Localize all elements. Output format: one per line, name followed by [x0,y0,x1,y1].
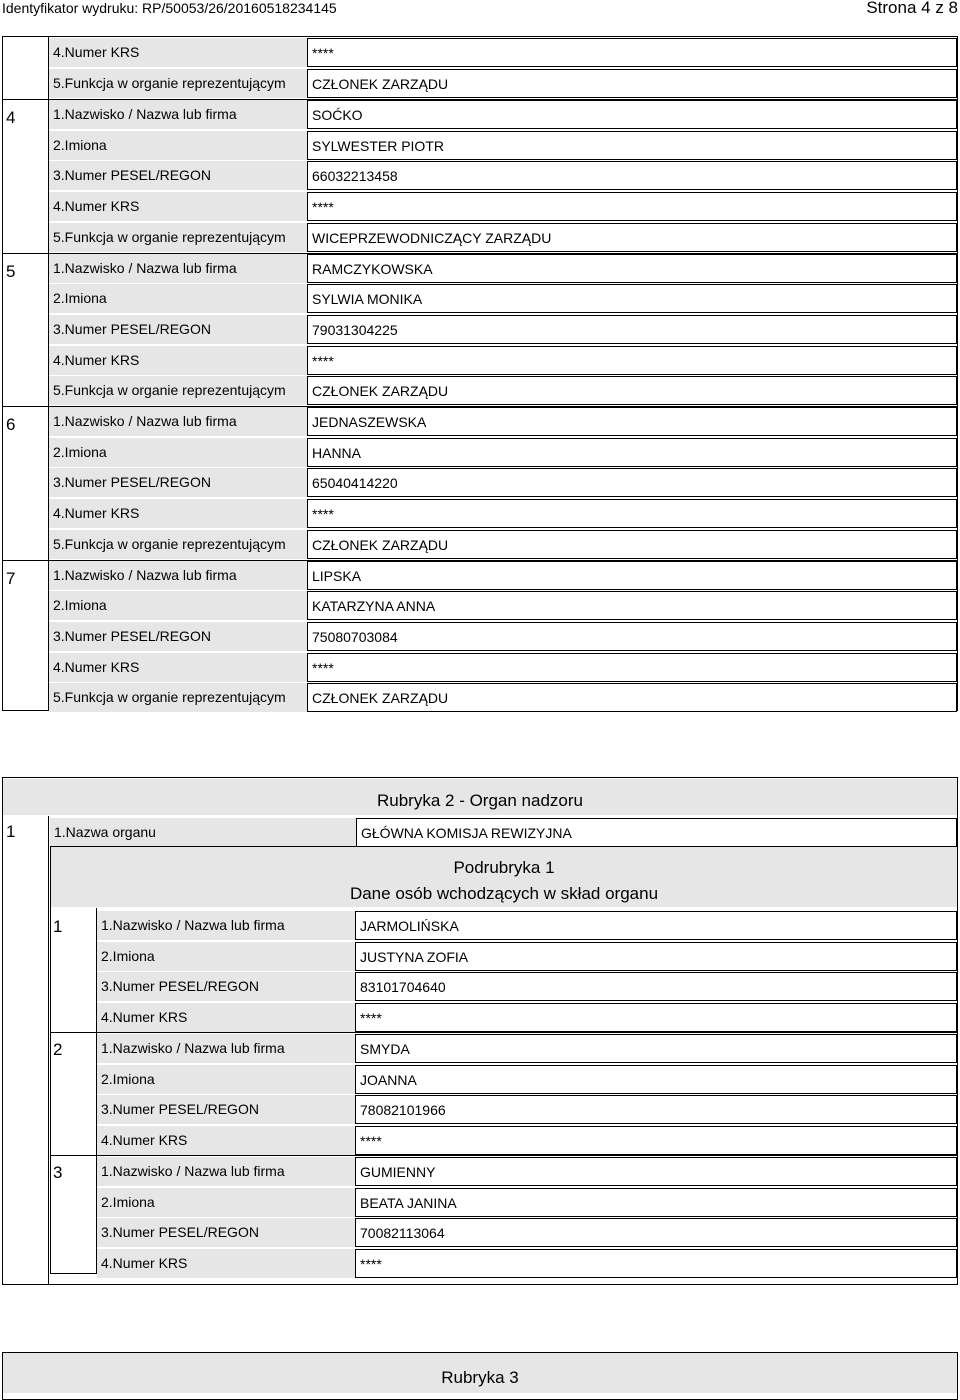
member-separator [51,1032,957,1033]
field-label: 4.Numer KRS [97,1126,355,1155]
field-label: 2.Imiona [49,438,307,467]
field-value: HANNA [307,438,957,467]
field-value: CZŁONEK ZARZĄDU [307,376,957,405]
page-header [0,0,960,16]
field-value: RAMCZYKOWSKA [307,254,957,283]
rubryka-3-title: Rubryka 3 [441,1368,519,1387]
rubryka-3-header [3,1353,957,1393]
field-label: 1.Nazwisko / Nazwa lub firma [97,1034,355,1063]
podrubryka-title [51,847,957,907]
field-value: KATARZYNA ANNA [307,591,957,620]
field-value: JOANNA [355,1065,957,1094]
field-label: 4.Numer KRS [97,1249,355,1278]
field-label: 5.Funkcja w organie reprezentującym [49,223,307,252]
field-value: WICEPRZEWODNICZĄCY ZARZĄDU [307,223,957,252]
member-separator [51,1155,957,1156]
member-number: 2 [53,1040,63,1059]
field-value: LIPSKA [307,561,957,590]
field-value: 78082101966 [355,1095,957,1124]
field-value: SOĆKO [307,100,957,129]
field-value: 66032213458 [307,161,957,190]
field-value: JARMOLIŃSKA [355,911,957,940]
rubryka-2-number-divider [48,816,49,1285]
field-label: 5.Funkcja w organie reprezentującym [49,69,307,98]
field-value: 79031304225 [307,315,957,344]
field-label: 4.Numer KRS [49,192,307,221]
organ-number: 1 [6,822,16,841]
field-label: 3.Numer PESEL/REGON [49,622,307,651]
field-label: 4.Numer KRS [49,499,307,528]
field-value: GŁÓWNA KOMISJA REWIZYJNA [356,818,957,847]
field-value: CZŁONEK ZARZĄDU [307,683,957,712]
field-label: 2.Imiona [49,284,307,313]
field-label: 4.Numer KRS [49,653,307,682]
field-label: 1.Nazwisko / Nazwa lub firma [49,561,307,590]
field-value: **** [355,1126,957,1155]
field-label: 5.Funkcja w organie reprezentującym [49,530,307,559]
field-value: SMYDA [355,1034,957,1063]
field-value: BEATA JANINA [355,1188,957,1217]
rubryka-2-title: Rubryka 2 - Organ nadzoru [3,779,957,815]
field-label: 1.Nazwa organu [50,818,356,847]
field-value: **** [355,1003,957,1032]
field-label: 1.Nazwisko / Nazwa lub firma [49,254,307,283]
field-label: 1.Nazwisko / Nazwa lub firma [49,100,307,129]
person-number: 7 [6,568,16,588]
field-value: JUSTYNA ZOFIA [355,942,957,971]
field-value: **** [307,192,957,221]
field-value: GUMIENNY [355,1157,957,1186]
field-label: 3.Numer PESEL/REGON [49,315,307,344]
field-value: 83101704640 [355,972,957,1001]
field-label: 2.Imiona [97,1065,355,1094]
field-label: 3.Numer PESEL/REGON [49,468,307,497]
field-label: 1.Nazwisko / Nazwa lub firma [97,1157,355,1186]
field-value: SYLWIA MONIKA [307,284,957,313]
field-label: 2.Imiona [97,1188,355,1217]
field-value: 70082113064 [355,1218,957,1247]
field-label: 3.Numer PESEL/REGON [97,1095,355,1124]
field-value: 65040414220 [307,468,957,497]
person-number: 4 [6,108,16,127]
field-label: 1.Nazwisko / Nazwa lub firma [49,407,307,436]
field-label: 3.Numer PESEL/REGON [97,972,355,1001]
field-value: **** [355,1249,957,1278]
field-value: CZŁONEK ZARZĄDU [307,69,957,98]
podrubryka-subheading: Dane osób wchodzących w skład organu [349,884,659,903]
field-label: 4.Numer KRS [49,38,307,67]
field-label: 3.Numer PESEL/REGON [97,1218,355,1247]
field-value: JEDNASZEWSKA [307,407,957,436]
page-number: Strona 4 z 8 [866,0,958,17]
field-label: 2.Imiona [49,591,307,620]
person-number: 6 [6,415,16,434]
field-label: 1.Nazwisko / Nazwa lub firma [97,911,355,940]
member-number: 3 [53,1163,63,1182]
field-label: 4.Numer KRS [49,346,307,375]
field-label: 5.Funkcja w organie reprezentującym [49,683,307,712]
field-label: 2.Imiona [49,131,307,160]
field-value: **** [307,499,957,528]
field-label: 4.Numer KRS [97,1003,355,1032]
field-value: SYLWESTER PIOTR [307,131,957,160]
podrubryka-heading: Podrubryka 1 [453,858,555,877]
field-value: CZŁONEK ZARZĄDU [307,530,957,559]
field-value: 75080703084 [307,622,957,651]
field-label: 2.Imiona [97,942,355,971]
print-identifier: Identyfikator wydruku: RP/50053/26/20160518234145 [2,0,337,16]
field-value: **** [307,653,957,682]
field-value: **** [307,346,957,375]
field-label: 5.Funkcja w organie reprezentującym [49,376,307,405]
field-label: 3.Numer PESEL/REGON [49,161,307,190]
field-value: **** [307,38,957,67]
member-number: 1 [53,917,63,936]
person-number: 5 [6,261,16,281]
